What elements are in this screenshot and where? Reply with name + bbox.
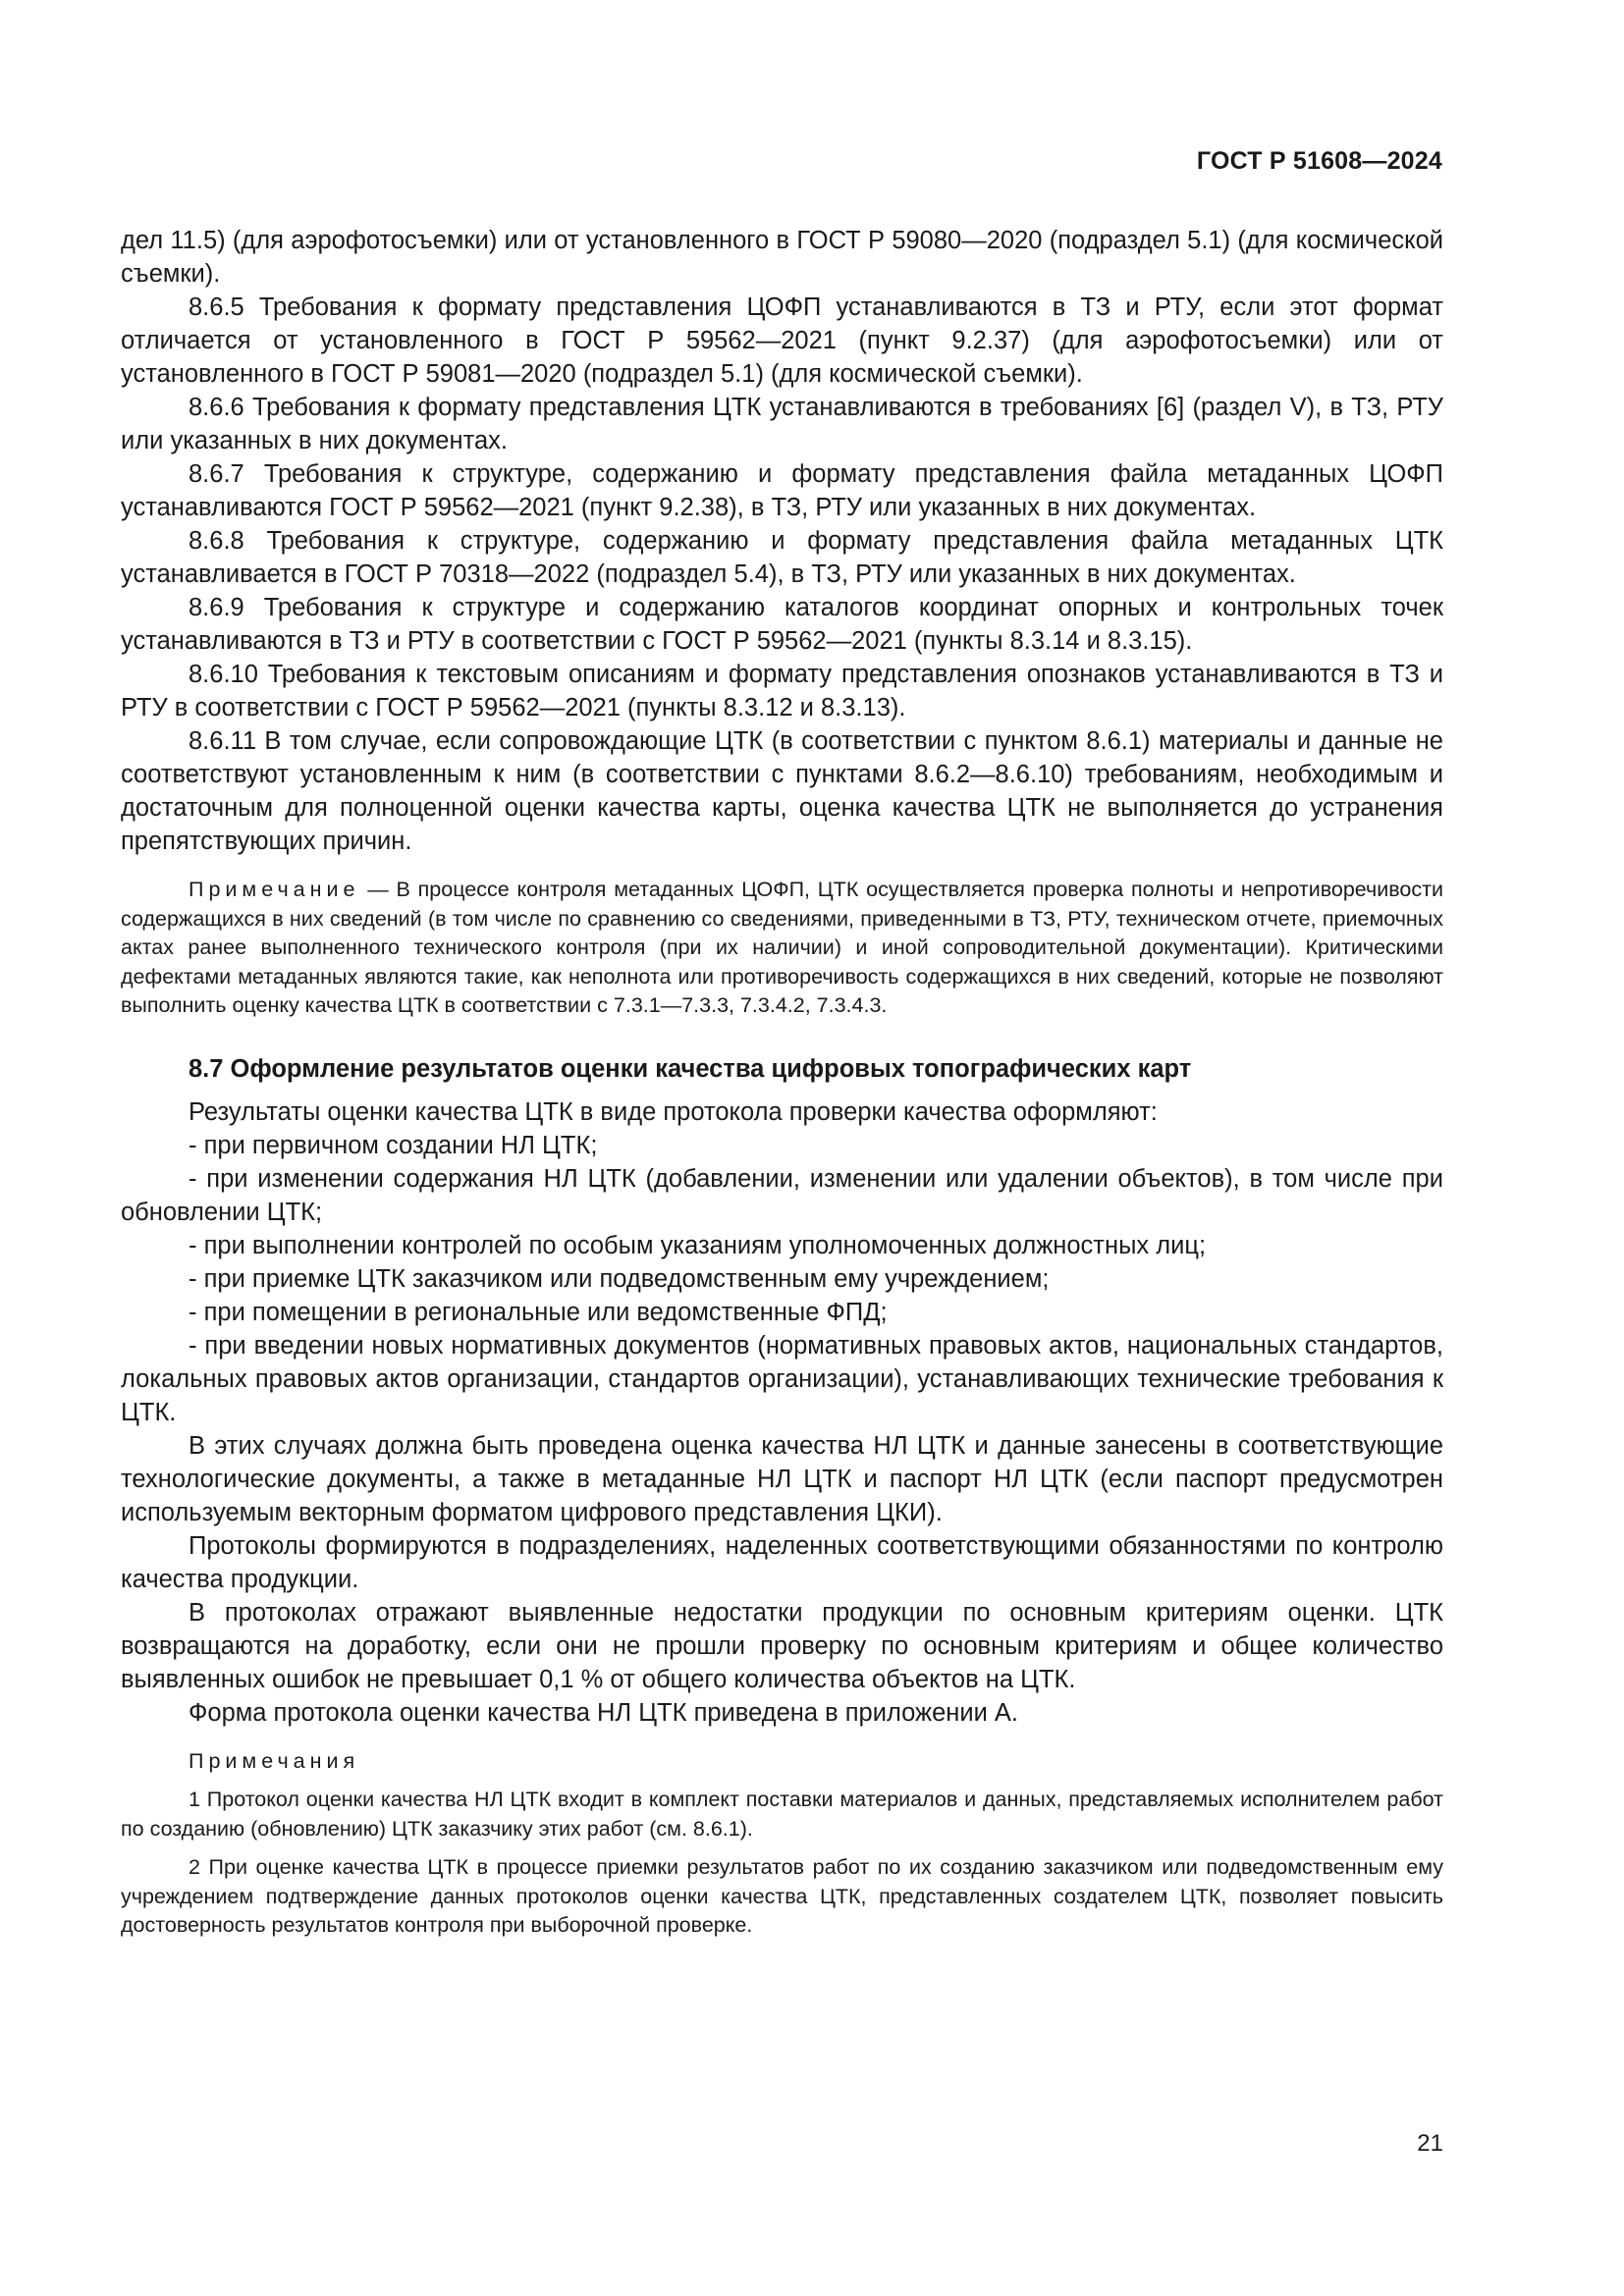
section-intro: Результаты оценки качества ЦТК в виде протокола проверки качества оформляют: (189, 1097, 1158, 1126)
list-item: - при выполнении контролей по особым указаниям уполномоченных должностных лиц; (189, 1231, 1207, 1259)
note-8-6 (121, 876, 1443, 1021)
clause-8-6-9: 8.6.9 Требования к структуре и содержанию каталогов координат опорных и контрольных точек устанавливаются в ТЗ и РТУ в соответствии с ГОСТ Р 59562—2021 (пункты 8.3.14 и 8.3.15). (121, 594, 1443, 655)
list-item: - при изменении содержания НЛ ЦТК (добавлении, изменении или удалении объектов), в том числе при обновлении ЦТК; (121, 1164, 1443, 1226)
paragraph: В протоколах отражают выявленные недостатки продукции по основным критериям оценки. ЦТК возвращаются на доработку, если они не прошли проверку по основным критериям и общее количество выявленных ошибок не превышает 0,1 % от общего количества объектов на ЦТК. (121, 1598, 1443, 1693)
paragraph: Форма протокола оценки качества НЛ ЦТК приведена в приложении А. (189, 1698, 1019, 1727)
paragraph-continuation: дел 11.5) (для аэрофотосъемки) или от установленного в ГОСТ Р 59080—2020 (подраздел 5.1) (для космической съемки). (121, 227, 1443, 288)
list-item: - при приемке ЦТК заказчиком или подведомственным ему учреждением; (189, 1264, 1050, 1293)
paragraph: Протоколы формируются в подразделениях, наделенных соответствующими обязанностями по контролю качества продукции. (121, 1531, 1443, 1593)
list-item: - при помещении в региональные или ведомственные ФПД; (189, 1298, 888, 1326)
page-content (121, 224, 1443, 1941)
clause-8-6-7: 8.6.7 Требования к структуре, содержанию и формату представления файла метаданных ЦОФП устанавливаются ГОСТ Р 59562—2021 (пункт 9.2.38), в ТЗ, РТУ или указанных в них документах. (121, 460, 1443, 521)
list-item: - при первичном создании НЛ ЦТК; (189, 1131, 598, 1159)
page-number: 21 (1417, 2130, 1443, 2157)
clause-8-6-5: 8.6.5 Требования к формату представления ЦОФП устанавливаются в ТЗ и РТУ, если этот формат отличается от установленного в ГОСТ Р 59562—2021 (пункт 9.2.37) (для аэрофотосъемки) или от установленного в ГОСТ Р 59081—2020 (подраздел 5.1) (для космической съемки). (121, 294, 1443, 388)
clause-8-6-11: 8.6.11 В том случае, если сопровождающие ЦТК (в соответствии с пунктом 8.6.1) материалы и данные не соответствуют установленным к ним (в соответствии с пунктами 8.6.2—8.6.10) требованиям, необходимым и достаточным для полноценной оценки качества карты, оценка качества ЦТК не выполняется до устранения препятствующих причин. (121, 727, 1443, 855)
clause-8-6-6: 8.6.6 Требования к формату представления ЦТК устанавливаются в требованиях [6] (раздел V), в ТЗ, РТУ или указанных в них документах. (121, 394, 1443, 454)
list-item: - при введении новых нормативных документов (нормативных правовых актов, национальных стандартов, локальных правовых актов организации, стандартов организации), устанавливающих технические требования к ЦТК. (121, 1331, 1443, 1426)
paragraph: В этих случаях должна быть проведена оценка качества НЛ ЦТК и данные занесены в соответствующие технологические документы, а также в метаданные НЛ ЦТК и паспорт НЛ ЦТК (если паспорт предусмотрен используемым векторным форматом цифрового представления ЦКИ). (121, 1431, 1443, 1526)
note-text: — В процессе контроля метаданных ЦОФП, ЦТК осуществляется проверка полноты и непротиворечивости содержащихся в них сведений (в том числе по сравнению со сведениями, приведенными в ТЗ, РТУ, техническом отчете, приемочных актах ранее выполненного технического контроля (при их наличии) и иной сопроводительной документации). Критическими дефектами метаданных являются такие, как неполнота или противоречивость содержащихся в них сведений, которые не позволяют выполнить оценку качества ЦТК в соответствии с 7.3.1—7.3.3, 7.3.4.2, 7.3.4.3. (121, 878, 1443, 1017)
note-item: 1 Протокол оценки качества НЛ ЦТК входит в комплект поставки материалов и данных, представляемых исполнителем работ по созданию (обновлению) ЦТК заказчику этих работ (см. 8.6.1). (121, 1788, 1443, 1841)
section-heading-8-7: 8.7 Оформление результатов оценки качества цифровых топографических карт (189, 1054, 1192, 1083)
page-header: ГОСТ Р 51608—2024 (1196, 147, 1442, 175)
clause-8-6-8: 8.6.8 Требования к структуре, содержанию и формату представления файла метаданных ЦТК устанавливается в ГОСТ Р 70318—2022 (подраздел 5.4), в ТЗ, РТУ или указанных в них документах. (121, 527, 1443, 588)
note-item: 2 При оценке качества ЦТК в процессе приемки результатов работ по их созданию заказчиком или подведомственным ему учреждением подтверждение данных протоколов оценки качества ЦТК, представленных создателем ЦТК, позволяет повысить достоверность результатов контроля при выборочной проверке. (121, 1855, 1443, 1937)
clause-8-6-10: 8.6.10 Требования к текстовым описаниям и формату представления опознаков устанавливаются в ТЗ и РТУ в соответствии с ГОСТ Р 59562—2021 (пункты 8.3.12 и 8.3.13). (121, 661, 1443, 721)
notes-heading: Примечания (189, 1748, 360, 1773)
note-label: Примечание (189, 878, 360, 901)
